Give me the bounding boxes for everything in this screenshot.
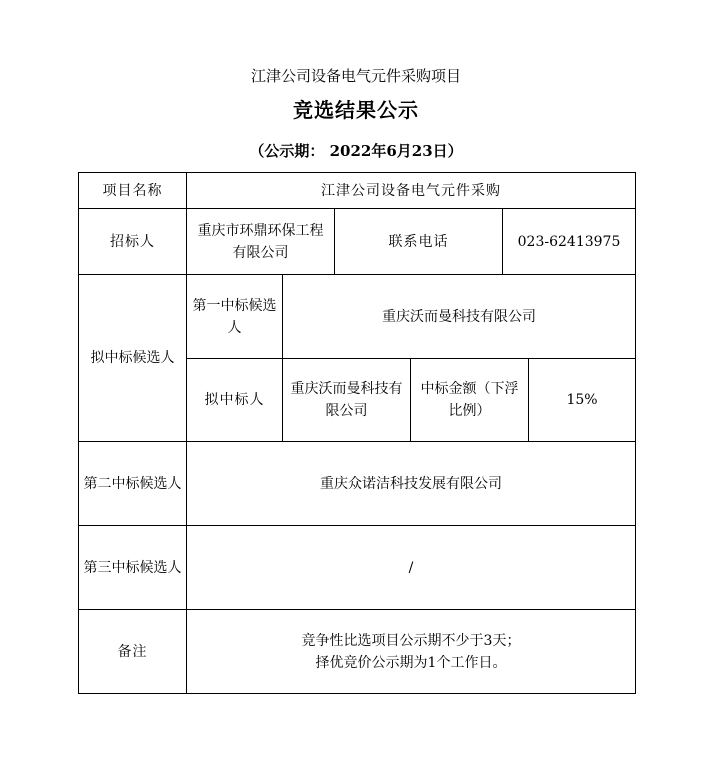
remarks-line-2: 择优竞价公示期为1个工作日。 — [315, 654, 507, 671]
document-title: 竞选结果公示 — [293, 98, 419, 122]
row-third-candidate — [79, 526, 636, 610]
publicity-period: （公示期： 2022年6月23日） — [249, 142, 463, 160]
remarks-label: 备注 — [79, 610, 187, 694]
row-first-candidate — [79, 275, 636, 359]
third-candidate-value: / — [187, 526, 636, 610]
second-candidate-value: 重庆众诺洁科技发展有限公司 — [187, 442, 636, 526]
third-candidate-label: 第三中标候选人 — [79, 526, 187, 610]
row-project-name — [79, 173, 636, 209]
row-remarks — [79, 610, 636, 694]
bid-amount-value: 15% — [529, 359, 636, 442]
contact-phone-value: 023-62413975 — [503, 209, 636, 275]
proposed-winner-value: 重庆沃而曼科技有限公司 — [283, 359, 411, 442]
row-tenderer — [79, 209, 636, 275]
proposed-winner-label: 拟中标人 — [187, 359, 283, 442]
remarks-line-1: 竞争性比选项目公示期不少于3天； — [301, 632, 521, 649]
document-subtitle: 江津公司设备电气元件采购项目 — [250, 67, 461, 85]
first-candidate-label: 第一中标候选人 — [187, 275, 283, 359]
project-name-value: 江津公司设备电气元件采购 — [187, 173, 636, 209]
row-second-candidate — [79, 442, 636, 526]
remarks-value — [187, 610, 636, 694]
tenderer-value: 重庆市环鼎环保工程有限公司 — [187, 209, 335, 275]
project-name-label: 项目名称 — [79, 173, 187, 209]
proposed-candidates-label: 拟中标候选人 — [79, 275, 187, 442]
result-table — [78, 172, 636, 694]
second-candidate-label: 第二中标候选人 — [79, 442, 187, 526]
tenderer-label: 招标人 — [79, 209, 187, 275]
bid-amount-label: 中标金额（下浮比例） — [411, 359, 529, 442]
contact-phone-label: 联系电话 — [335, 209, 503, 275]
first-candidate-value: 重庆沃而曼科技有限公司 — [283, 275, 636, 359]
